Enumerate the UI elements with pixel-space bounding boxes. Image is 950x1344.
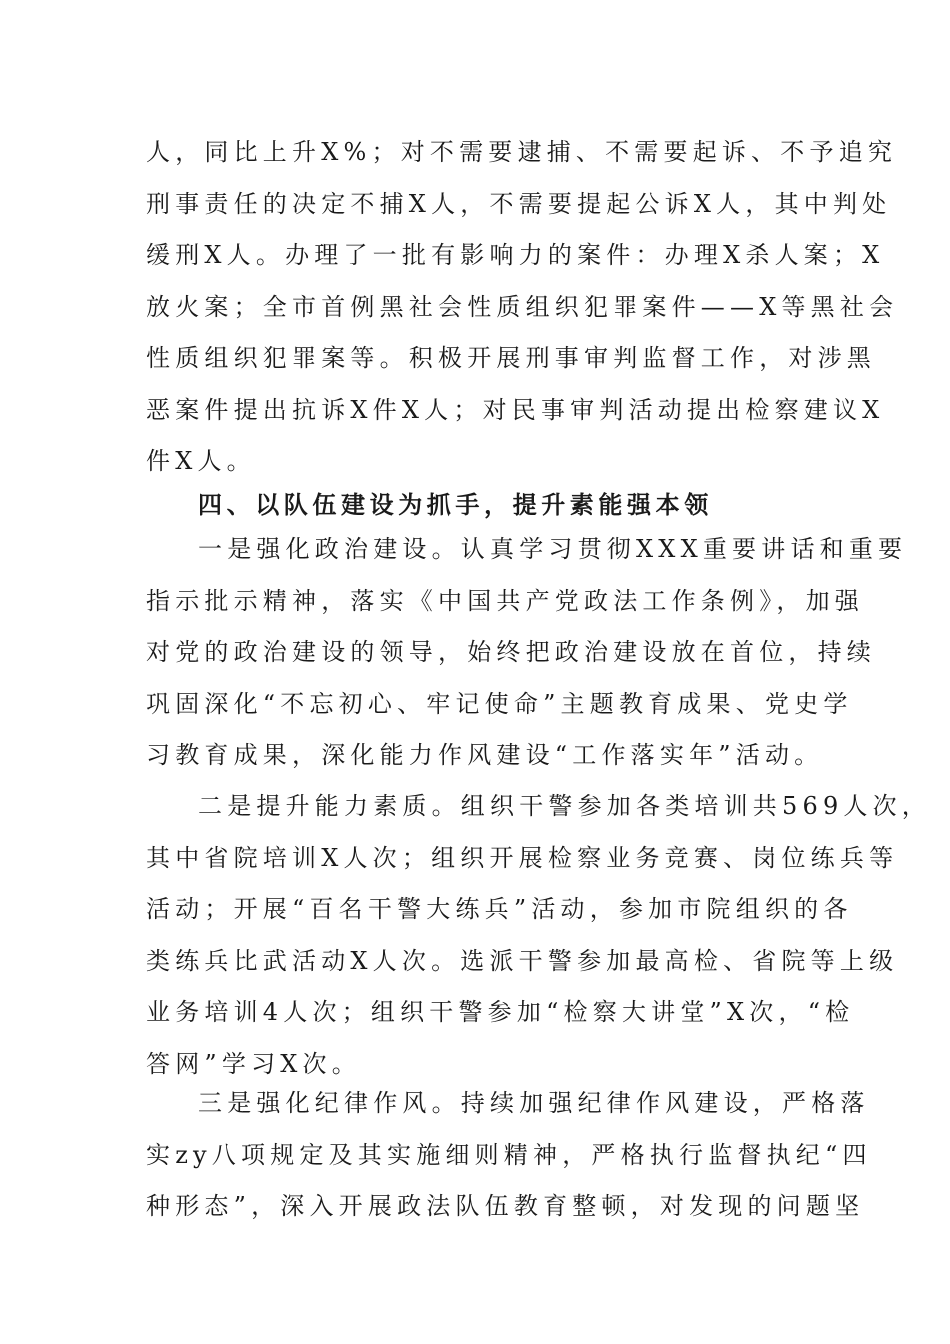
text-line: 三是强化纪律作风。持续加强纪律作风建设，严格落 (198, 1089, 870, 1117)
text-line: 恶案件提出抗诉X件X人；对民事审判活动提出检察建议X (146, 395, 885, 424)
text-line: 类练兵比武活动X人次。选派干警参加最高检、省院等上级 (146, 946, 899, 975)
text-line: 活动；开展“百名干警大练兵”活动，参加市院组织的各 (146, 895, 853, 923)
text-line: 人，同比上升X%；对不需要逮捕、不需要起诉、不予追究 (146, 138, 898, 166)
text-line: 答网”学习X次。 (146, 1049, 361, 1078)
text-line: 放火案；全市首例黑社会性质组织犯罪案件——X等黑社会 (146, 292, 899, 321)
text-line: 实zy八项规定及其实施细则精神，严格执行监督执纪“四 (146, 1140, 872, 1169)
text-line: 其中省院培训X人次；组织开展检察业务竞赛、岗位练兵等 (146, 843, 899, 872)
text-line: 件X人。 (146, 447, 256, 475)
text-line: 缓刑X人。办理了一批有影响力的案件：办理X杀人案；X (146, 241, 885, 269)
text-line: 性质组织犯罪案等。积极开展刑事审判监督工作，对涉黑 (146, 344, 876, 372)
paragraph-discipline (146, 1078, 872, 1233)
text-line: 习教育成果，深化能力作风建设“工作落实年”活动。 (146, 741, 824, 769)
text-line: 指示批示精神，落实《中国共产党政法工作条例》，加强 (146, 586, 864, 615)
text-line: 种形态”，深入开展政法队伍教育整顿，对发现的问题坚 (146, 1192, 865, 1220)
heading-text: 四、以队伍建设为抓手，提升素能强本领 (198, 490, 713, 519)
section-heading (146, 479, 816, 531)
text-line: 刑事责任的决定不捕X人，不需要提起公诉X人，其中判处 (146, 189, 892, 218)
text-line: 一是强化政治建设。认真学习贯彻XXX重要讲话和重要 (198, 535, 908, 563)
paragraph-political-building (146, 524, 908, 782)
paragraph-capability (146, 781, 932, 1090)
paragraph-case-handling (146, 127, 899, 488)
text-line: 业务培训4人次；组织干警参加“检察大讲堂”X次，“检 (146, 998, 855, 1026)
text-line: 二是提升能力素质。组织干警参加各类培训共569人次， (198, 792, 932, 820)
text-line: 对党的政治建设的领导，始终把政治建设放在首位，持续 (146, 638, 876, 666)
text-line: 巩固深化“不忘初心、牢记使命”主题教育成果、党史学 (146, 689, 853, 718)
